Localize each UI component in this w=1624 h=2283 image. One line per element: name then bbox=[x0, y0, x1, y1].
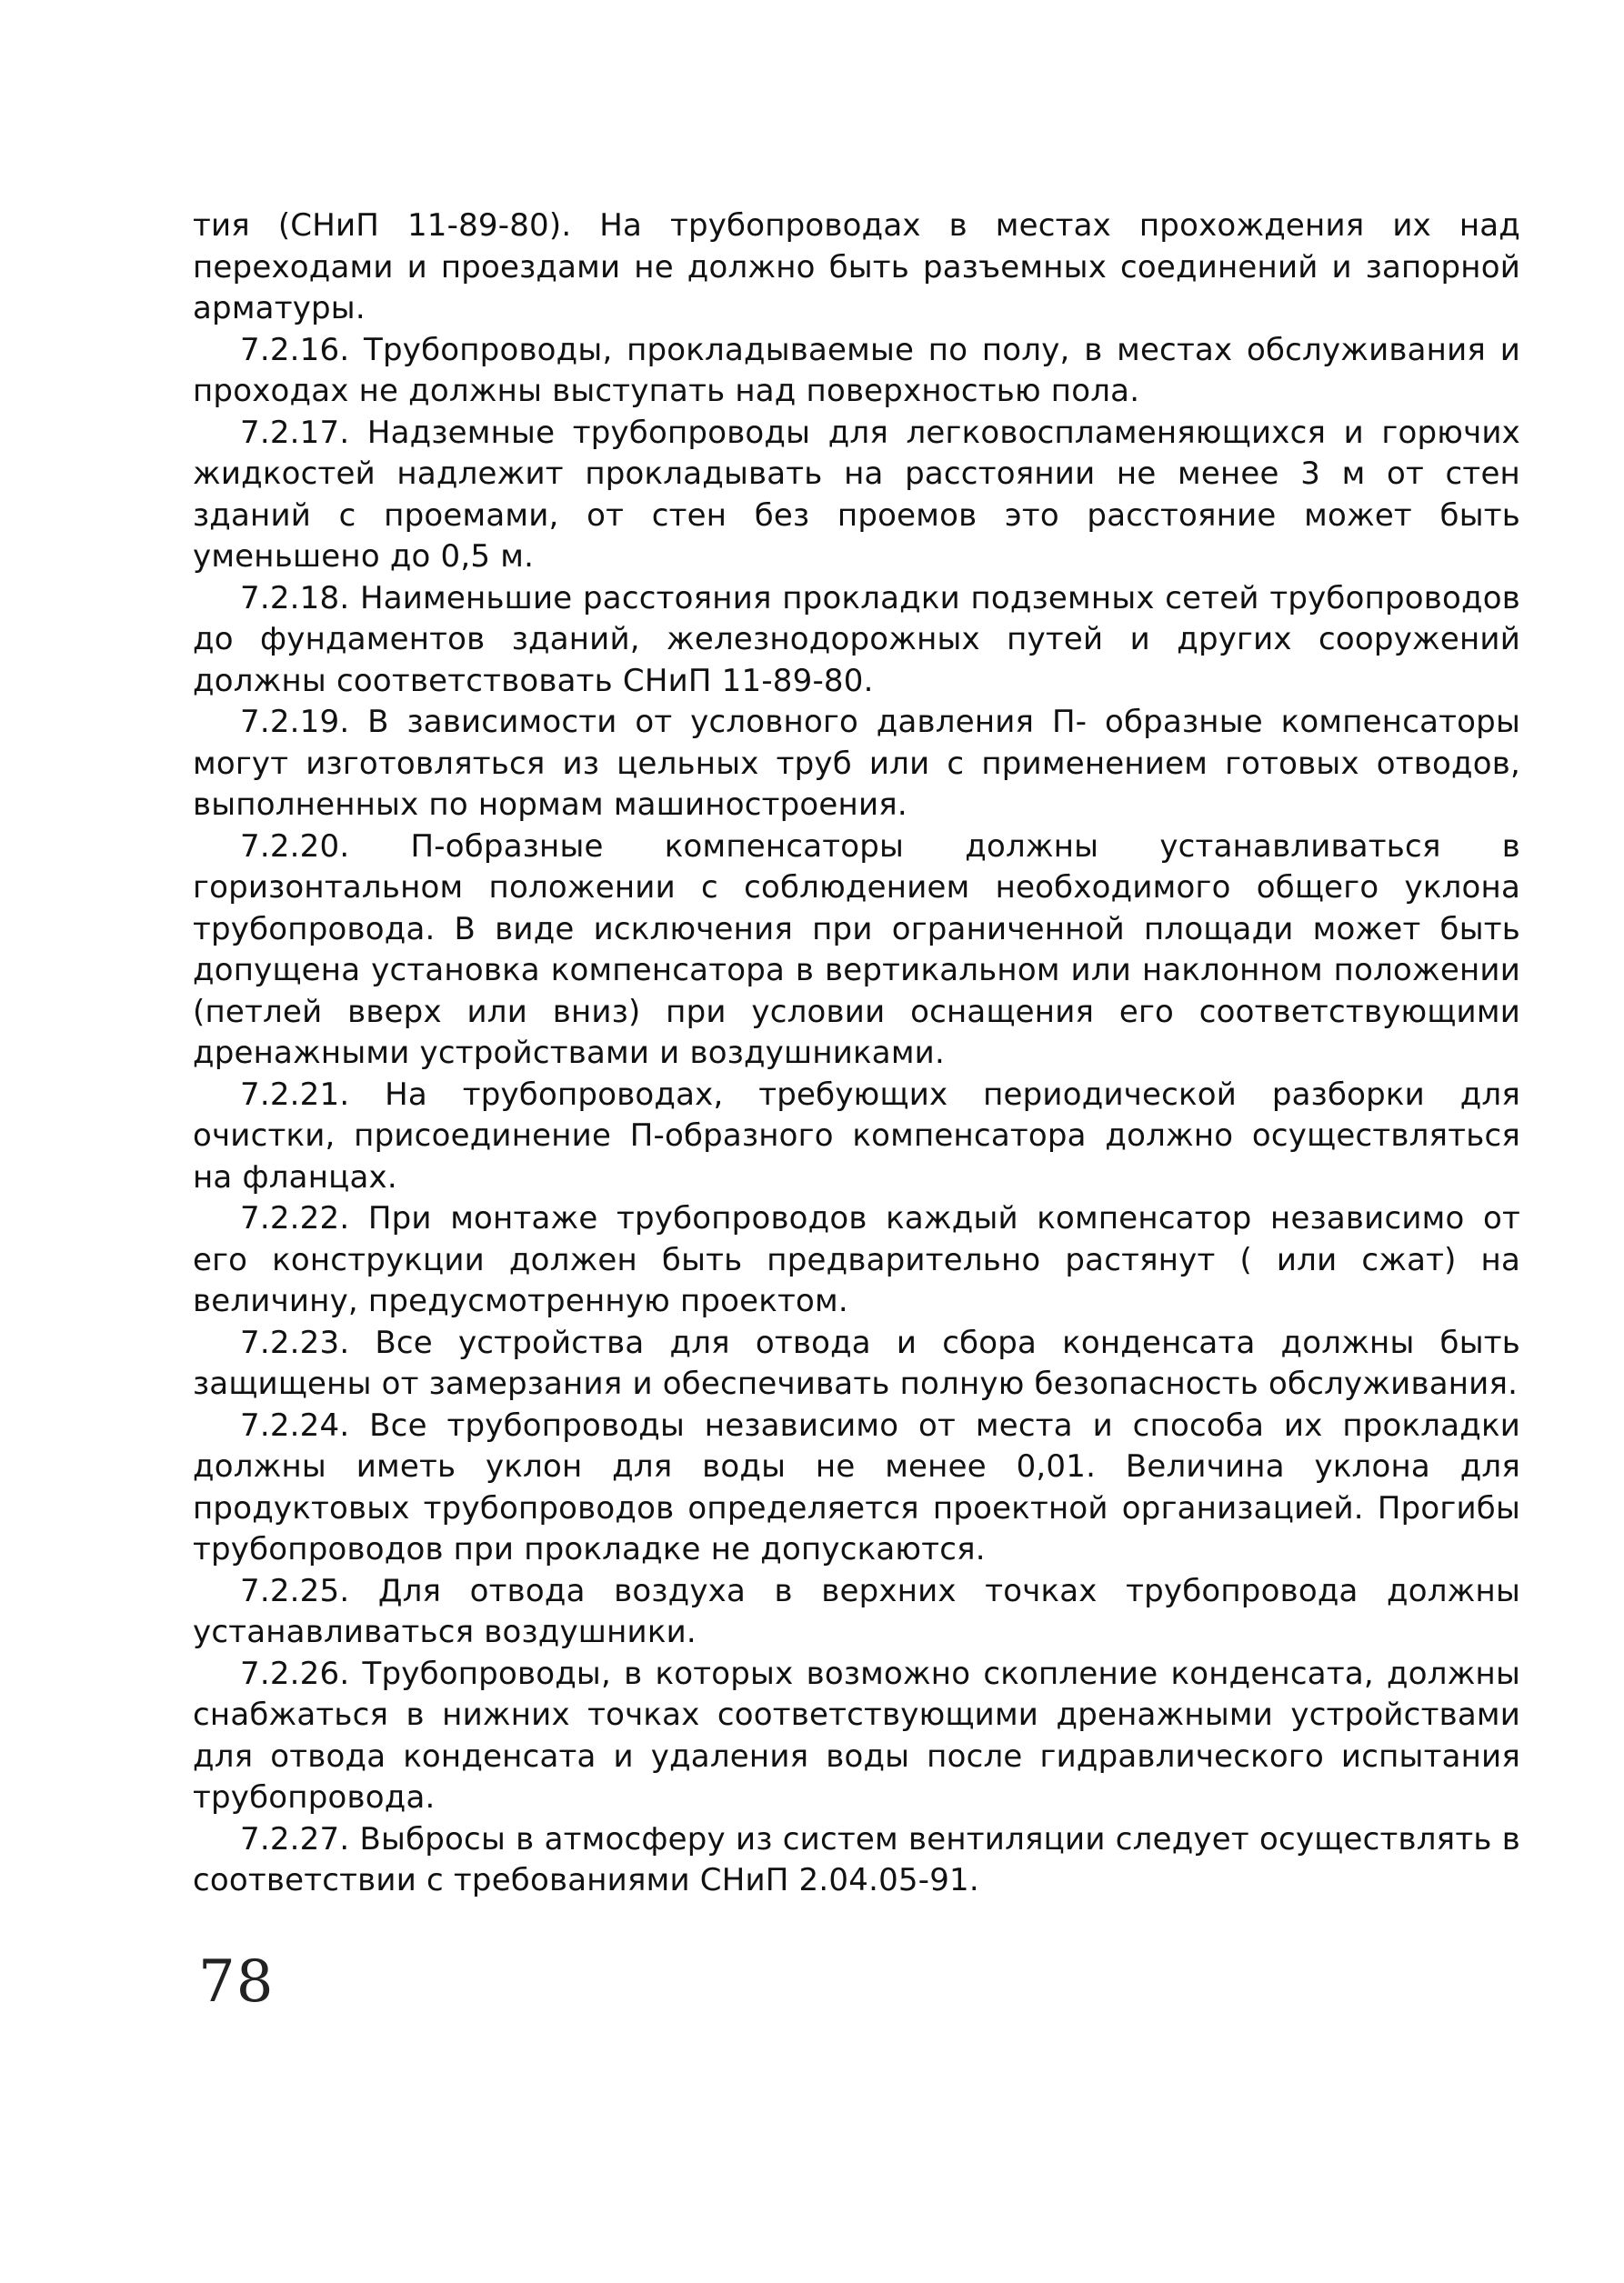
paragraph-7-2-26: 7.2.26. Трубопроводы, в которых возможно скопление конденсата, должны снабжаться в нижних точках соответствующими дренажными устройствами для отвода конденсата и удаления воды после гидравлического испытания трубопровода. bbox=[193, 1655, 1520, 1816]
paragraph-continuation: тия (СНиП 11-89-80). На трубопроводах в местах прохождения их над переходами и проездами не должно быть разъемных соединений и запорной арматуры. bbox=[193, 207, 1520, 326]
paragraph-7-2-25: 7.2.25. Для отвода воздуха в верхних точках трубопровода должны устанавливаться воздушники. bbox=[193, 1572, 1520, 1650]
paragraph-7-2-22: 7.2.22. При монтаже трубопроводов каждый компенсатор независимо от его конструкции должен быть предварительно растянут ( или сжат) на величину, предусмотренную проектом. bbox=[193, 1200, 1520, 1319]
paragraph-7-2-21: 7.2.21. На трубопроводах, требующих периодической разборки для очистки, присоединение П-образного компенсатора должно осуществляться на фланцах. bbox=[193, 1076, 1520, 1196]
paragraph-7-2-20: 7.2.20. П-образные компенсаторы должны устанавливаться в горизонтальном положении с соблюдением необходимого общего уклона трубопровода. В виде исключения при ограниченной площади может быть допущена установка компенсатора в вертикальном или наклонном положении (петлей вверх или вниз) при условии оснащения его соответствующими дренажными устройствами и воздушниками. bbox=[193, 827, 1520, 1071]
page-number: 78 bbox=[198, 1948, 275, 2016]
page-body bbox=[193, 205, 1520, 1902]
paragraph-7-2-18: 7.2.18. Наименьшие расстояния прокладки подземных сетей трубопроводов до фундаментов зданий, железнодорожных путей и других сооружений должны соответствовать СНиП 11-89-80. bbox=[193, 579, 1520, 699]
paragraph-7-2-17: 7.2.17. Надземные трубопроводы для легковоспламеняющихся и горючих жидкостей надлежит прокладывать на расстоянии не менее 3 м от стен зданий с проемами, от стен без проемов это расстояние может быть уменьшено до 0,5 м. bbox=[193, 414, 1520, 575]
paragraph-7-2-23: 7.2.23. Все устройства для отвода и сбора конденсата должны быть защищены от замерзания и обеспечивать полную безопасность обслуживания. bbox=[193, 1324, 1520, 1402]
paragraph-7-2-24: 7.2.24. Все трубопроводы независимо от места и способа их прокладки должны иметь уклон для воды не менее 0,01. Величина уклона для продуктовых трубопроводов определяется проектной организацией. Прогибы трубопроводов при прокладке не допускаются. bbox=[193, 1407, 1520, 1567]
paragraph-7-2-27: 7.2.27. Выбросы в атмосферу из систем вентиляции следует осуществлять в соответствии с требованиями СНиП 2.04.05-91. bbox=[193, 1820, 1520, 1898]
paragraph-7-2-19: 7.2.19. В зависимости от условного давления П- образные компенсаторы могут изготовляться из цельных труб или с применением готовых отводов, выполненных по нормам машиностроения. bbox=[193, 704, 1520, 823]
paragraph-7-2-16: 7.2.16. Трубопроводы, прокладываемые по полу, в местах обслуживания и проходах не должны выступать над поверхностью пола. bbox=[193, 331, 1520, 409]
